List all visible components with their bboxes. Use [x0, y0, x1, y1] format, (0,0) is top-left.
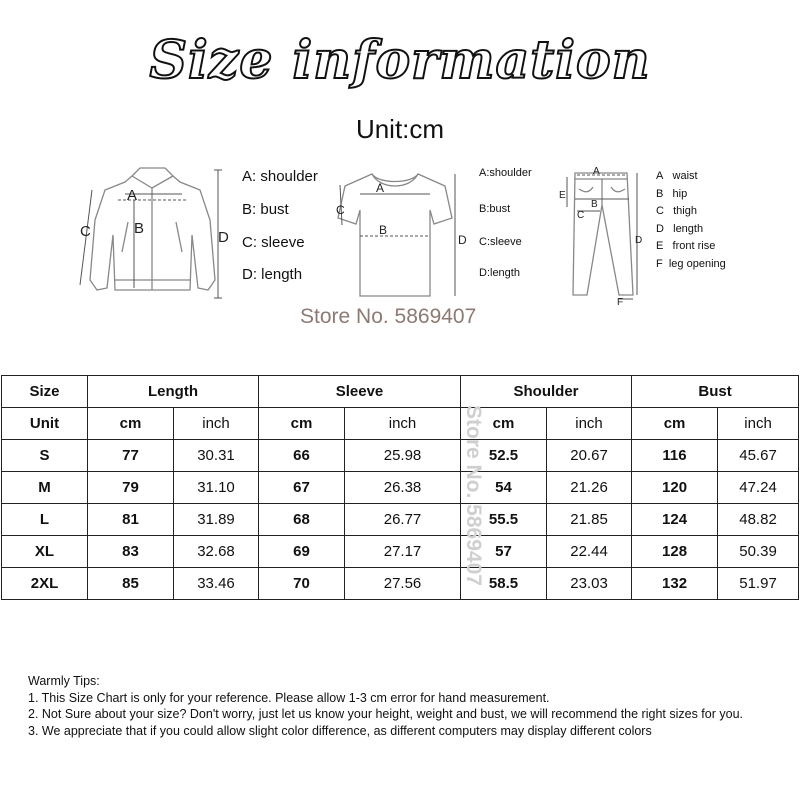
- value-cell: 31.89: [174, 504, 259, 536]
- tshirt-marker-d: D: [458, 233, 467, 247]
- value-cell: 68: [259, 504, 345, 536]
- unit-cell: inch: [718, 408, 799, 440]
- tshirt-legend: [479, 167, 559, 282]
- unit-header: Unit: [2, 408, 88, 440]
- value-cell: 48.82: [718, 504, 799, 536]
- tshirt-legend-shoulder: A:shoulder: [479, 167, 532, 179]
- unit-cell: cm: [461, 408, 547, 440]
- store-watermark: Store No. 5869407: [462, 405, 485, 586]
- tshirt-legend-sleeve: C:sleeve: [479, 236, 522, 248]
- table-row: [2, 504, 799, 536]
- jacket-sketch: [70, 160, 240, 310]
- length-header: Length: [88, 376, 259, 408]
- pants-legend-front-rise: E front rise: [656, 240, 716, 252]
- size-cell: S: [2, 440, 88, 472]
- value-cell: 45.67: [718, 440, 799, 472]
- value-cell: 120: [632, 472, 718, 504]
- value-cell: 47.24: [718, 472, 799, 504]
- value-cell: 31.10: [174, 472, 259, 504]
- table-unit-row: [2, 408, 799, 440]
- value-cell: 50.39: [718, 536, 799, 568]
- tshirt-marker-c: C: [336, 203, 345, 217]
- table-row: [2, 472, 799, 504]
- value-cell: 25.98: [345, 440, 461, 472]
- value-cell: 26.77: [345, 504, 461, 536]
- unit-cell: cm: [259, 408, 345, 440]
- table-row: [2, 440, 799, 472]
- tshirt-legend-bust: B:bust: [479, 203, 511, 215]
- tshirt-sketch: [330, 160, 475, 305]
- jacket-legend-length: D: length: [242, 266, 303, 283]
- pants-sketch: [555, 163, 650, 308]
- pants-legend-hip: B hip: [656, 187, 688, 200]
- tips-heading: Warmly Tips:: [28, 674, 100, 688]
- value-cell: 33.46: [174, 568, 259, 600]
- value-cell: 85: [88, 568, 174, 600]
- jacket-legend-bust: B: bust: [242, 201, 289, 218]
- jacket-marker-c: C: [80, 223, 91, 240]
- tshirt-marker-a: A: [376, 181, 385, 195]
- unit-cell: inch: [174, 408, 259, 440]
- table-row: [2, 568, 799, 600]
- value-cell: 67: [259, 472, 345, 504]
- value-cell: 128: [632, 536, 718, 568]
- pants-marker-a: A: [593, 166, 600, 177]
- jacket-legend: [242, 168, 342, 288]
- value-cell: 52.5: [461, 440, 547, 472]
- value-cell: 70: [259, 568, 345, 600]
- unit-cell: inch: [345, 408, 461, 440]
- shoulder-header: Shoulder: [461, 376, 632, 408]
- tshirt-legend-length: D:length: [479, 267, 520, 279]
- value-cell: 20.67: [547, 440, 632, 472]
- pants-marker-f: F: [617, 297, 624, 308]
- jacket-marker-a: A: [127, 187, 138, 204]
- value-cell: 77: [88, 440, 174, 472]
- jacket-marker-b: B: [134, 220, 145, 237]
- value-cell: 58.5: [461, 568, 547, 600]
- size-cell: M: [2, 472, 88, 504]
- value-cell: 51.97: [718, 568, 799, 600]
- store-number: Store No. 5869407: [300, 305, 477, 328]
- size-cell: XL: [2, 536, 88, 568]
- unit-cell: cm: [88, 408, 174, 440]
- warmly-tips: [28, 673, 743, 739]
- value-cell: 23.03: [547, 568, 632, 600]
- page-title: Size information: [149, 30, 651, 91]
- value-cell: 57: [461, 536, 547, 568]
- value-cell: 81: [88, 504, 174, 536]
- jacket-legend-sleeve: C: sleeve: [242, 234, 305, 251]
- value-cell: 116: [632, 440, 718, 472]
- table-header-row: [2, 376, 799, 408]
- tshirt-marker-b: B: [379, 223, 388, 237]
- jacket-legend-shoulder: A: shoulder: [242, 168, 318, 185]
- value-cell: 21.26: [547, 472, 632, 504]
- pants-legend-waist: A waist: [656, 170, 698, 182]
- size-cell: 2XL: [2, 568, 88, 600]
- jacket-marker-d: D: [218, 229, 229, 246]
- size-table: [1, 375, 799, 600]
- pants-legend-length: D length: [656, 222, 704, 235]
- value-cell: 124: [632, 504, 718, 536]
- size-cell: L: [2, 504, 88, 536]
- value-cell: 27.17: [345, 536, 461, 568]
- pants-legend: [656, 170, 766, 275]
- value-cell: 26.38: [345, 472, 461, 504]
- value-cell: 66: [259, 440, 345, 472]
- bust-header: Bust: [632, 376, 799, 408]
- pants-marker-d: D: [635, 235, 643, 246]
- unit-cell: inch: [547, 408, 632, 440]
- tip-item: 1. This Size Chart is only for your reference. Please allow 1-3 cm error for hand measurement.: [28, 690, 550, 705]
- size-header: Size: [2, 376, 88, 408]
- value-cell: 27.56: [345, 568, 461, 600]
- value-cell: 54: [461, 472, 547, 504]
- pants-marker-e: E: [559, 190, 566, 201]
- pants-legend-leg-opening: F leg opening: [656, 257, 726, 270]
- value-cell: 69: [259, 536, 345, 568]
- value-cell: 79: [88, 472, 174, 504]
- value-cell: 132: [632, 568, 718, 600]
- unit-cell: cm: [632, 408, 718, 440]
- value-cell: 30.31: [174, 440, 259, 472]
- tip-item: 2. Not Sure about your size? Don't worry, just let us know your height, weight and bust, we will recommend the right sizes for you.: [28, 707, 743, 721]
- unit-label: Unit:cm: [355, 114, 445, 144]
- tip-item: 3. We appreciate that if you could allow slight color difference, as different computers may display different colors: [28, 723, 652, 738]
- pants-marker-c: C: [577, 210, 585, 221]
- sleeve-header: Sleeve: [259, 376, 461, 408]
- value-cell: 32.68: [174, 536, 259, 568]
- value-cell: 83: [88, 536, 174, 568]
- value-cell: 22.44: [547, 536, 632, 568]
- value-cell: 21.85: [547, 504, 632, 536]
- pants-marker-b: B: [591, 199, 598, 210]
- value-cell: 55.5: [461, 504, 547, 536]
- pants-legend-thigh: C thigh: [656, 205, 697, 217]
- table-row: [2, 536, 799, 568]
